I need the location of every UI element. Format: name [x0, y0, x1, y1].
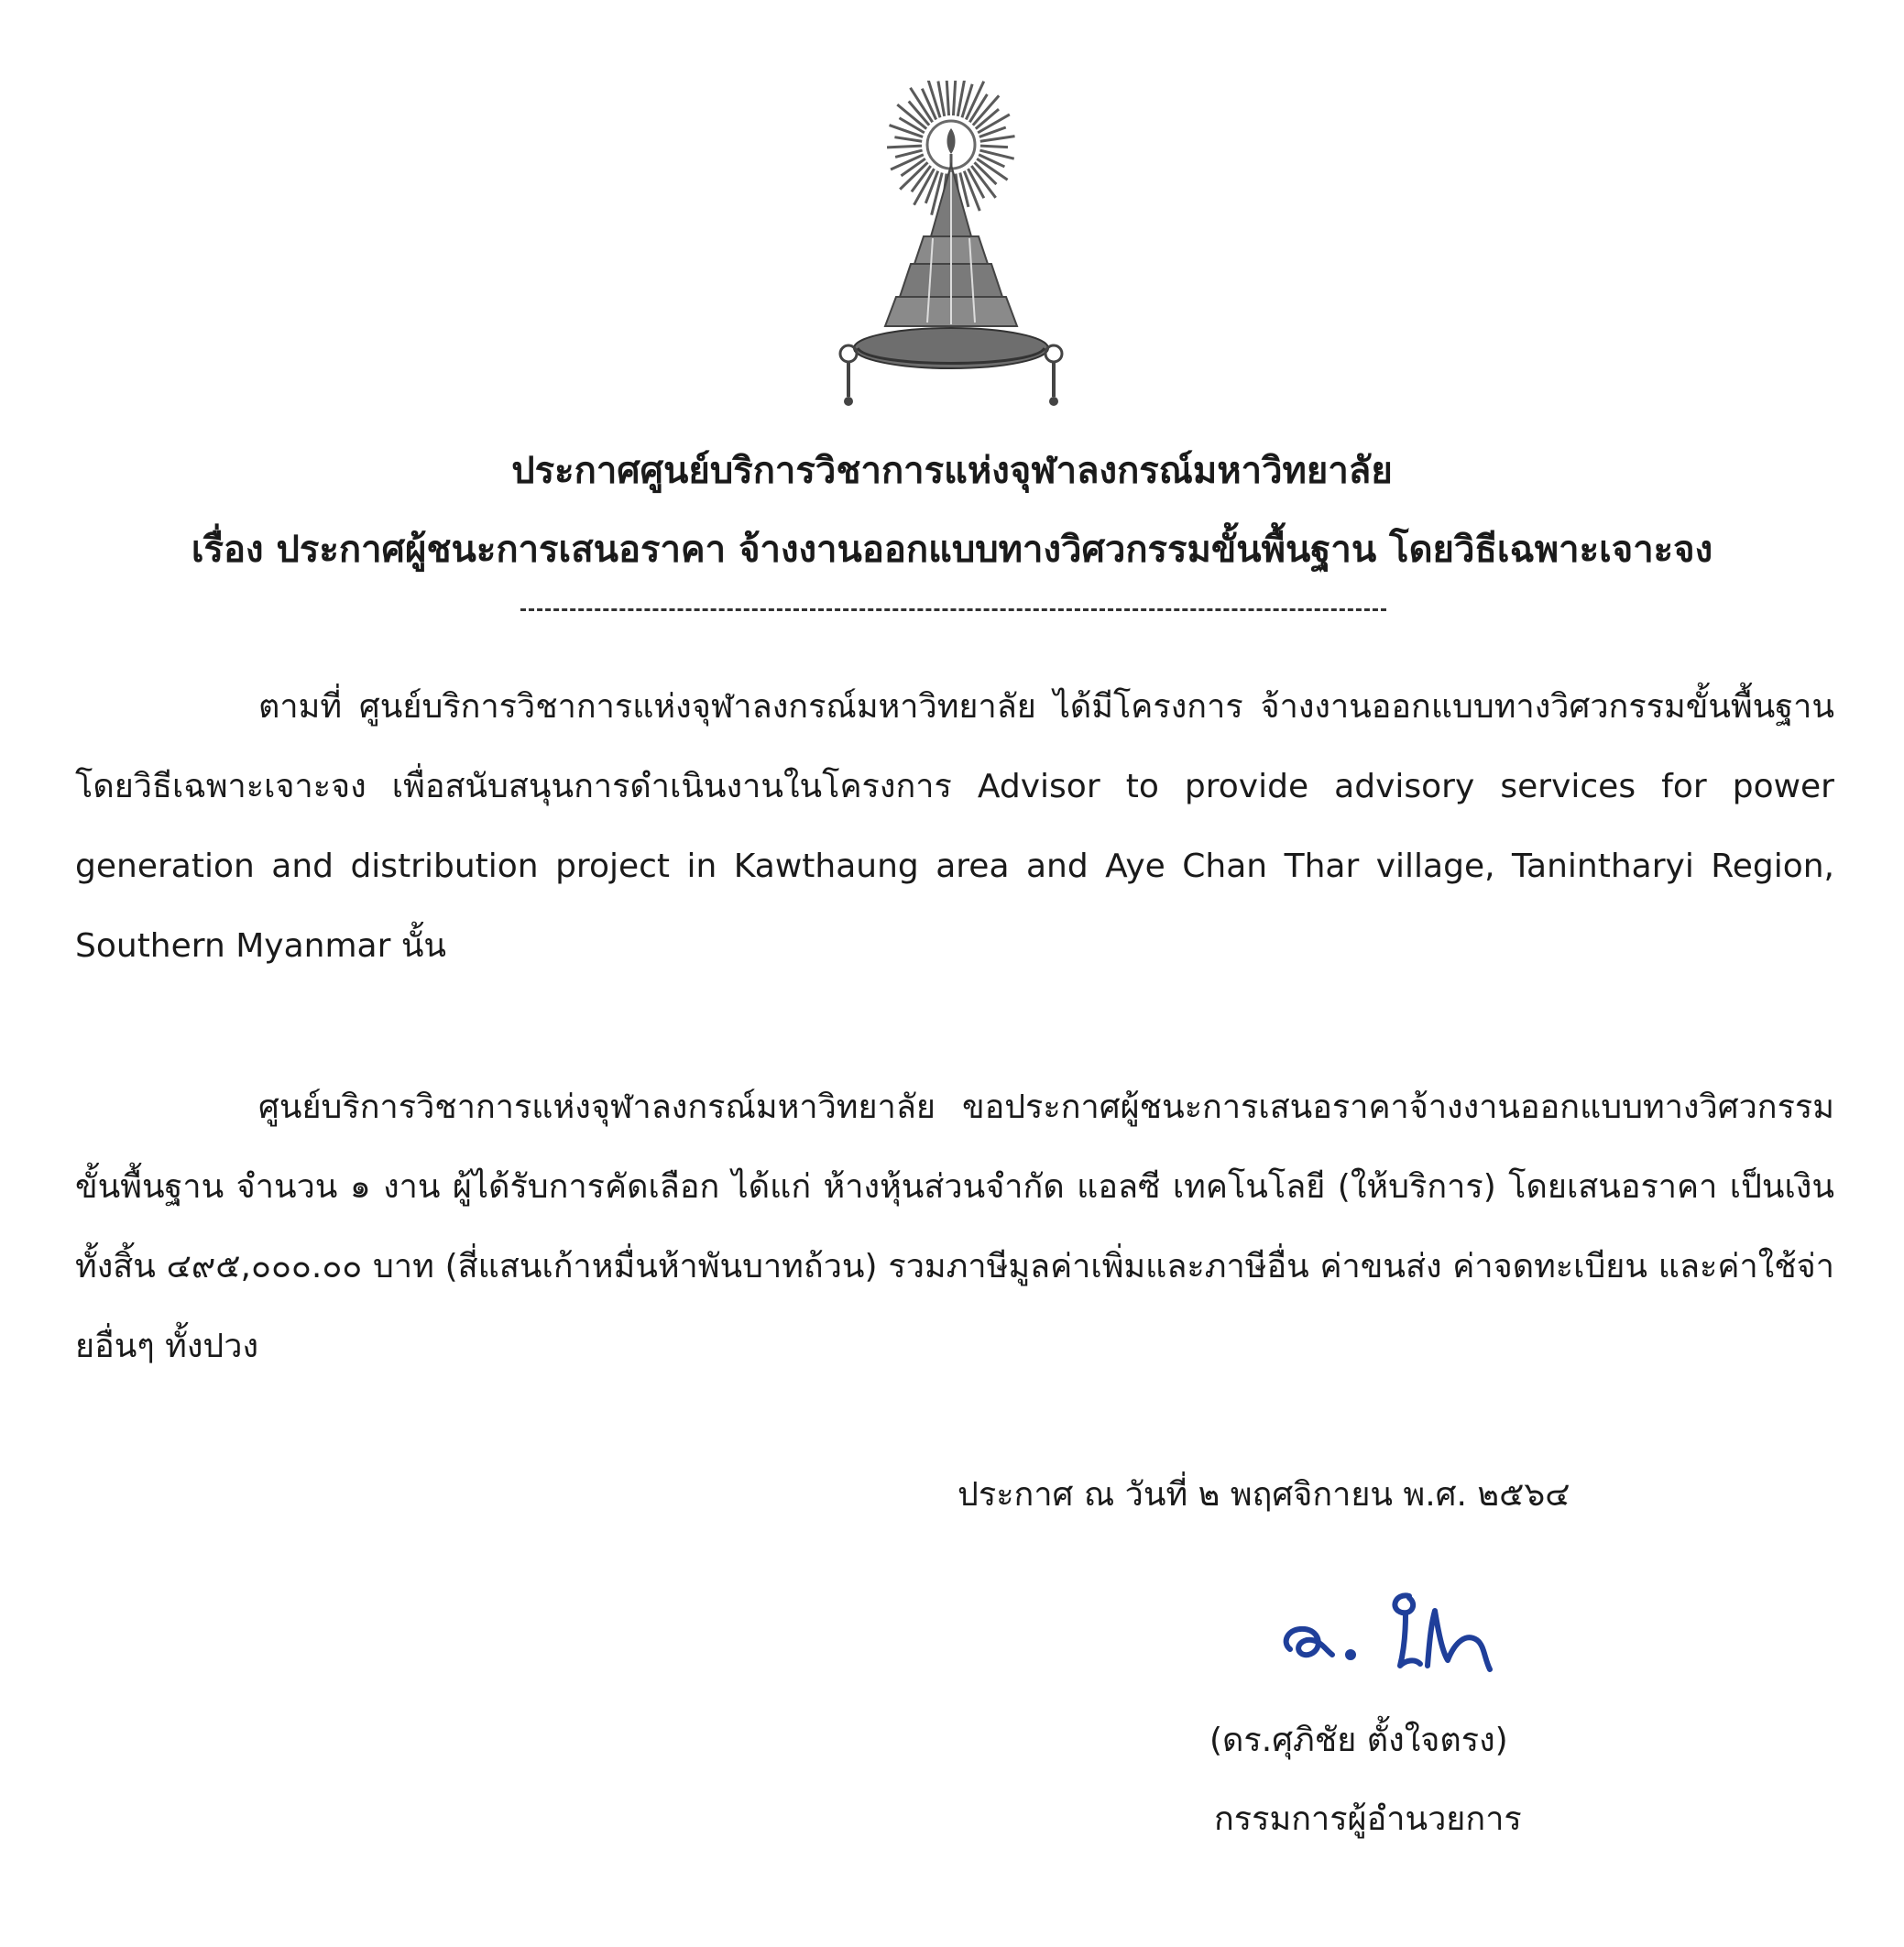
announcement-date: ประกาศ ณ วันที่ ๒ พฤศจิกายน พ.ศ. ๒๕๖๔ [957, 1476, 1570, 1514]
emblem-ray [890, 126, 924, 137]
body-paragraph-1 [75, 667, 1834, 986]
signature-icon [1272, 1578, 1547, 1688]
emblem-ray [980, 137, 1015, 142]
title-divider [520, 608, 1386, 611]
emblem-ray [980, 146, 1008, 147]
emblem-ray [947, 81, 949, 115]
body-paragraph-2-text: ศูนย์บริการวิชาการแห่งจุฬาลงกรณ์มหาวิทยาลัย ขอประกาศผู้ชนะการเสนอราคาจ้างงานออกแบบทางวิศวกรรมขั้นพื้นฐาน จำนวน ๑ งาน ผู้ได้รับการคัดเลือก ได้แก่ ห้างหุ้นส่วนจำกัด แอลซี เทคโนโลยี (ให้บริการ) โดยเสนอราคา เป็นเงินทั้งสิ้น ๔๙๕,๐๐๐.๐๐ บาท (สี่แสนเก้าหมื่นห้าพันบาทถ้วน) รวมภาษีมูลค่าเพิ่มและภาษีอื่น ค่าขนส่ง ค่าจดทะเบียน และค่าใช้จ่ายอื่นๆ ทั้งปวง [75, 1088, 1834, 1365]
body-paragraph-2 [75, 1067, 1834, 1386]
announcement-title: ประกาศศูนย์บริการวิชาการแห่งจุฬาลงกรณ์มหาวิทยาลัย [511, 450, 1393, 492]
body-paragraph-1-text: ตามที่ ศูนย์บริการวิชาการแห่งจุฬาลงกรณ์มหาวิทยาลัย ได้มีโครงการ จ้างงานออกแบบทางวิศวกรรมขั้นพื้นฐาน โดยวิธีเฉพาะเจาะจง เพื่อสนับสนุนการดำเนินงานในโครงการ Advisor to provide advisory services for power generation and distribution project in Kawthaung area and Aye Chan Thar village, Tanintharyi Region, Southern Myanmar นั้น [75, 688, 1834, 965]
emblem-ray [894, 137, 922, 142]
emblem-ray [953, 81, 955, 115]
emblem-ray [887, 146, 922, 148]
chulalongkorn-emblem-icon [832, 81, 1070, 424]
signer-name: (ดร.ศุภิชัย ตั้งใจตรง) [1209, 1722, 1508, 1759]
announcement-subject: เรื่อง ประกาศผู้ชนะการเสนอราคา จ้างงานออกแบบทางวิศวกรรมขั้นพื้นฐาน โดยวิธีเฉพาะเจาะจง [191, 529, 1713, 571]
signer-position: กรรมการผู้อำนวยการ [1214, 1800, 1522, 1838]
